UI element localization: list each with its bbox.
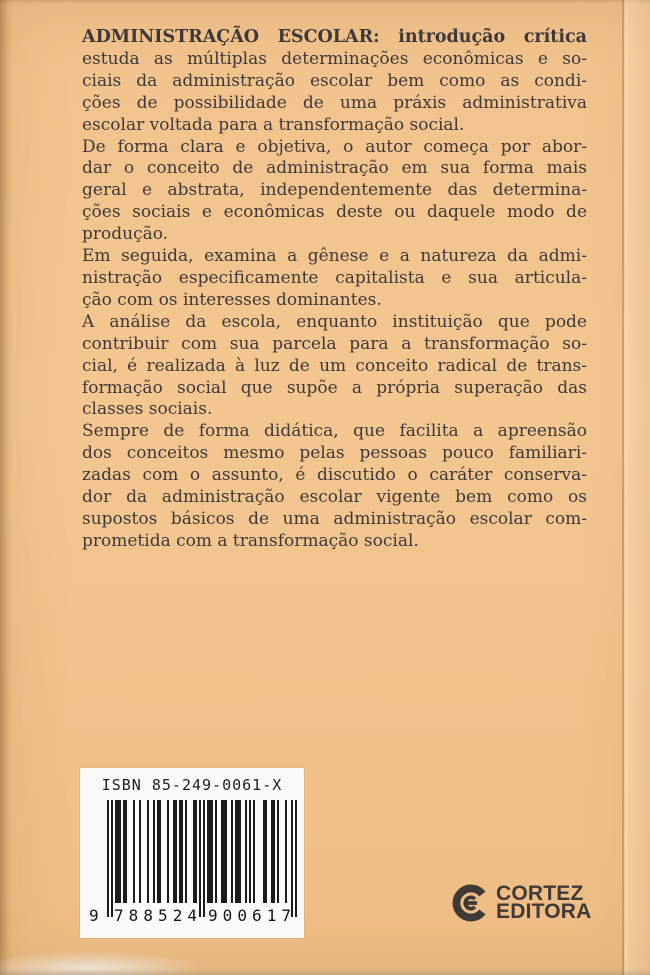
blurb-line: ções de possibilidade de uma práxis administrativa [82,92,587,113]
back-cover-blurb [82,27,587,553]
barcode-digit: 2 [172,906,183,925]
barcode-bar [147,800,149,903]
barcode-digit: 9 [208,906,218,925]
barcode-bar [249,800,251,903]
bottom-edge-shadow [0,969,650,975]
barcode-bar [253,800,255,903]
barcode-digit: 7 [281,906,291,925]
blurb-line: ção com os interesses dominantes. [82,289,382,310]
blurb-line: nistração especificamente capitalista e sua articula- [82,267,587,288]
blurb-line: formação social que supõe a própria superação das [82,377,587,398]
blurb-line: produção. [82,224,169,245]
blurb-line: ções sociais e econômicas deste ou daquele modo de [82,202,587,223]
barcode-bar [159,800,161,903]
blurb-line: Em seguida, examina a gênese e a natureza da admi- [82,246,587,267]
publisher-name-cortez: CORTEZ [496,881,584,905]
cover-crease-line [622,0,624,975]
barcode-bar [291,800,293,917]
barcode-bar [199,800,201,917]
barcode-bar [133,800,135,903]
blurb-line: dos conceitos mesmo pelas pessoas pouco familiari- [82,443,587,464]
barcode-bar [153,800,155,903]
blurb-line: dor da administração escolar vigente bem como os [82,487,587,508]
barcode-bar [273,800,275,903]
barcode-bar [107,800,109,917]
blurb-line: cial, é realizada à luz de um conceito radical de trans- [82,355,587,376]
blurb-line: estuda as múltiplas determinações econômicas e so- [82,48,587,69]
right-edge-highlight [625,0,650,975]
blurb-line: Sempre de forma didática, que facilita a apreensão [82,421,587,442]
blurb-line: contribuir com sua parcela para a transformação so- [82,333,587,354]
barcode-bar [211,800,213,903]
barcode-bar [231,800,233,903]
barcode-bar [265,800,267,903]
barcode-digit: 4 [187,906,197,925]
barcode-digit: 8 [128,906,139,925]
barcode-bar [119,800,121,903]
barcode-bar [285,800,287,903]
barcode-bar [225,800,227,903]
blurb-line: geral e abstrata, independentemente das determina- [82,180,587,201]
barcode-digit: 0 [222,906,233,925]
isbn-barcode-panel [80,768,304,938]
blurb-line: De forma clara e objetiva, o autor começa por abor- [82,136,587,157]
barcode-bar [175,800,177,903]
barcode-bar [111,800,113,917]
barcode-digit: 5 [158,906,168,925]
barcode-digit: 6 [252,906,262,925]
barcode-bar [245,800,247,903]
barcode-digit: 7 [114,906,124,925]
barcode-bar [195,800,197,903]
blurb-line: ciais da administração escolar bem como as condi- [82,70,587,91]
barcode-bar [239,800,241,903]
barcode-bar [185,800,187,903]
barcode-bar [181,800,183,903]
barcode-digits-right [208,906,291,925]
blurb-line: classes sociais. [82,399,213,420]
barcode-bar [167,800,169,903]
barcode-bar [215,800,217,903]
blurb-line: ADMINISTRAÇÃO ESCOLAR: introdução crítica [82,27,587,47]
cortez-logo-icon [452,884,490,922]
barcode-digit-lead: 9 [89,906,99,925]
publisher-name-editora: EDITORA [496,900,592,923]
publisher-logo-block [452,881,592,923]
top-edge-shadow [0,0,650,4]
barcode-bar [125,800,127,903]
barcode-bar [277,800,279,903]
barcode-bar [295,800,297,917]
ean13-barcode [89,800,297,925]
blurb-line: escolar voltada para a transformação social. [82,114,465,135]
isbn-number: ISBN 85-249-0061-X [101,776,283,794]
barcode-digit: 1 [266,906,277,925]
barcode-bar [139,800,141,903]
barcode-digit: 0 [237,906,247,925]
barcode-digits-left [114,906,197,925]
blurb-line: prometida com a transformação social. [82,530,419,551]
left-spine-shadow [0,0,13,975]
barcode-digit: 8 [143,906,153,925]
publisher-name [496,881,592,923]
blurb-line: A análise da escola, enquanto instituição que pode [82,311,587,332]
barcode-bar [203,800,205,917]
blurb-line: dar o conceito de administração em sua forma mais [82,158,587,179]
blurb-line: supostos básicos de uma administração escolar com- [82,508,587,529]
blurb-line: zadas com o assunto, é discutido o caráter conserva- [82,465,587,486]
